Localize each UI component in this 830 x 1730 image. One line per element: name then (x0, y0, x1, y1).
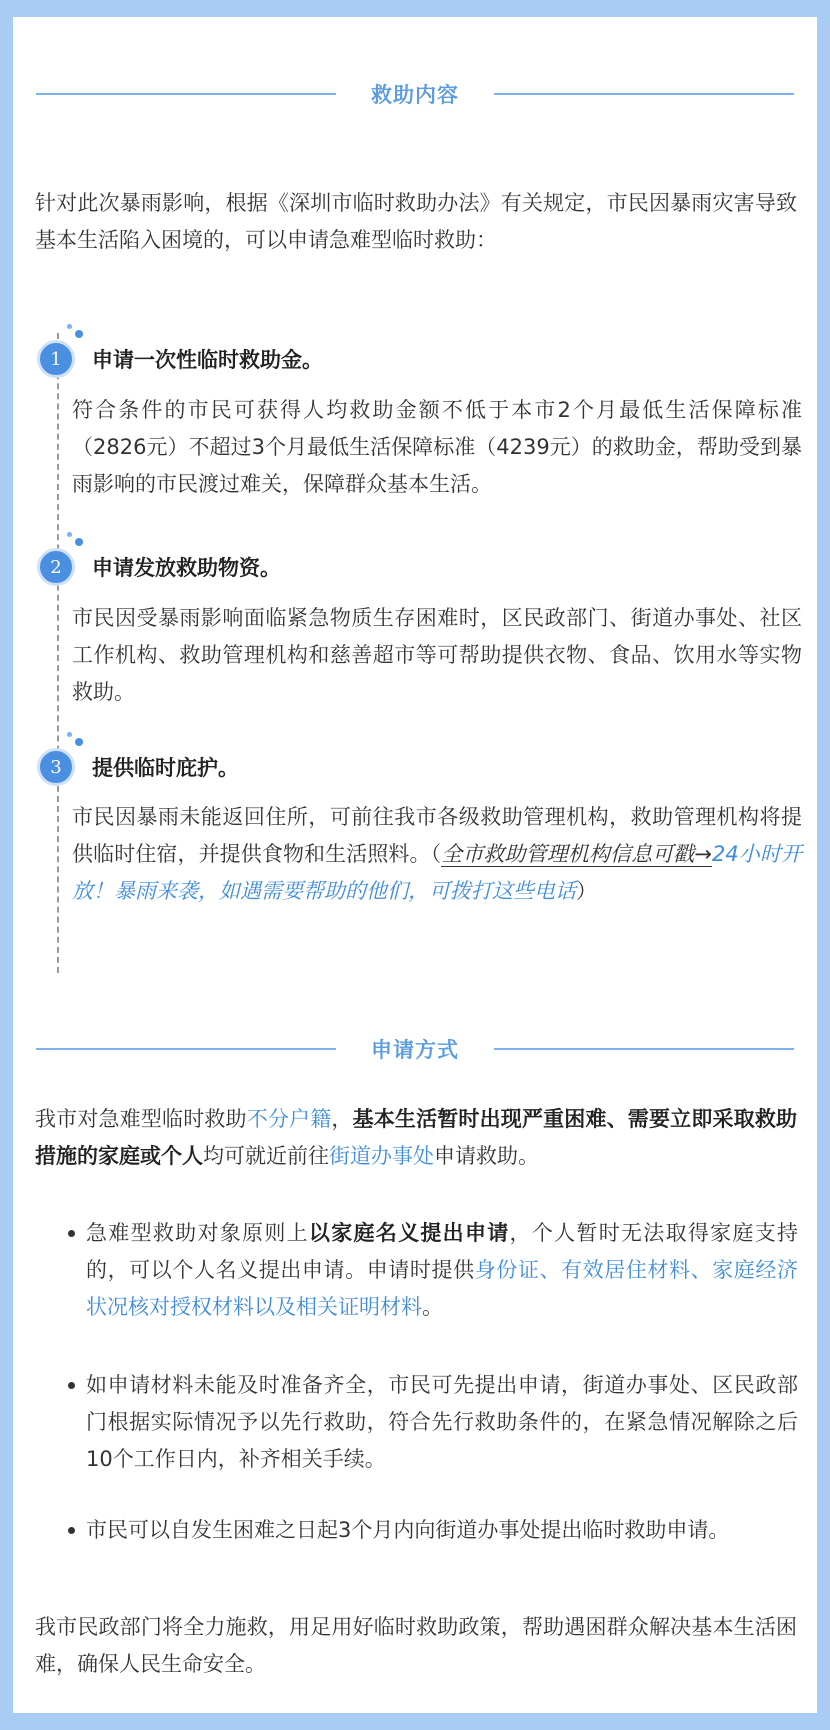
apply-paragraph (35, 1101, 797, 1175)
item-text-body: 市民因暴雨未能返回住所，可前往我市各级救助管理机构，救助管理机构将提供临时住宿，并提供食物和生活照料。 (72, 805, 802, 866)
intro-paragraph: 针对此次暴雨影响，根据《深圳市临时救助办法》有关规定，市民因暴雨灾害导致基本生活陷入困境的，可以申请急难型临时救助： (35, 191, 797, 252)
bullet-icon (68, 1382, 75, 1389)
bullet-icon (68, 1527, 75, 1534)
link-24h-hotline[interactable]: 24小时开放！暴雨来袭，如遇需要帮助的他们，可拨打这些电话 (72, 842, 802, 903)
article-card (13, 17, 817, 1713)
decor-dot-icon (67, 732, 72, 737)
item-title: 申请发放救助物资。 (92, 556, 281, 580)
timeline-dashed-line (57, 333, 59, 973)
bullet-icon (68, 1230, 75, 1237)
highlight-text: 身份证、有效居住材料、家庭经济状况核对授权材料以及相关证明材料 (86, 1258, 798, 1319)
divider-left (36, 1048, 336, 1050)
section-header-apply (36, 1029, 794, 1069)
list-item (68, 1215, 798, 1326)
text: 申请救助。 (434, 1144, 539, 1168)
step-number-badge: 3 (37, 748, 75, 786)
paren-open: （ (430, 842, 442, 866)
decor-dot-icon (75, 330, 83, 338)
text: 我市对急难型临时救助 (35, 1107, 247, 1131)
step-number-badge: 2 (37, 548, 75, 586)
decor-dot-icon (67, 532, 72, 537)
text: 均可就近前往 (203, 1144, 329, 1168)
text: 。 (422, 1295, 443, 1319)
link-rescue-agency-info[interactable]: 全市救助管理机构信息可戳→ (441, 842, 712, 866)
item-title: 申请一次性临时救助金。 (92, 348, 323, 372)
highlight-text: 街道办事处 (329, 1144, 434, 1168)
decor-dot-icon (67, 324, 72, 329)
decor-dot-icon (75, 738, 83, 746)
item-title: 提供临时庇护。 (92, 756, 239, 780)
step-number-badge: 1 (37, 340, 75, 378)
section-title: 申请方式 (371, 1038, 459, 1062)
item-text (72, 799, 802, 910)
text: ， (331, 1107, 353, 1131)
bold-text: 以家庭名义提出申请 (308, 1221, 510, 1245)
decor-dot-icon (75, 538, 83, 546)
text: ，个人暂时无法取得家庭支持的，可以个人名义提出申请。申请时提供 (86, 1221, 799, 1282)
divider-right (494, 93, 794, 95)
section-header-content (36, 74, 794, 114)
closing-paragraph: 我市民政部门将全力施救，用足用好临时救助政策，帮助遇困群众解决基本生活困难，确保人民生命安全。 (35, 1615, 797, 1676)
highlight-text: 不分户籍 (246, 1107, 332, 1131)
item-text: 符合条件的市民可获得人均救助金额不低于本市2个月最低生活保障标准（2826元）不超过3个月最低生活保障标准（4239元）的救助金，帮助受到暴雨影响的市民渡过难关，保障群众基本生活。 (72, 398, 802, 496)
text: 急难型救助对象原则上 (86, 1221, 309, 1245)
section-title: 救助内容 (371, 83, 459, 107)
divider-left (36, 93, 336, 95)
divider-right (494, 1048, 794, 1050)
item-text: 市民因受暴雨影响面临紧急物质生存困难时，区民政部门、街道办事处、社区工作机构、救助管理机构和慈善超市等可帮助提供衣物、食品、饮用水等实物救助。 (72, 606, 802, 704)
list-item-text (86, 1215, 798, 1326)
bold-text: 基本生活暂时出现严重困难、需要立即采取救助措施的家庭或个人 (35, 1107, 798, 1168)
paren-close: ） (576, 879, 597, 903)
list-item-text: 市民可以自发生困难之日起3个月内向街道办事处提出临时救助申请。 (86, 1518, 730, 1542)
list-item-text: 如申请材料未能及时准备齐全，市民可先提出申请，街道办事处、区民政部门根据实际情况予以先行救助，符合先行救助条件的，在紧急情况解除之后10个工作日内，补齐相关手续。 (86, 1373, 798, 1471)
list-item (68, 1367, 798, 1478)
list-item (68, 1512, 798, 1549)
